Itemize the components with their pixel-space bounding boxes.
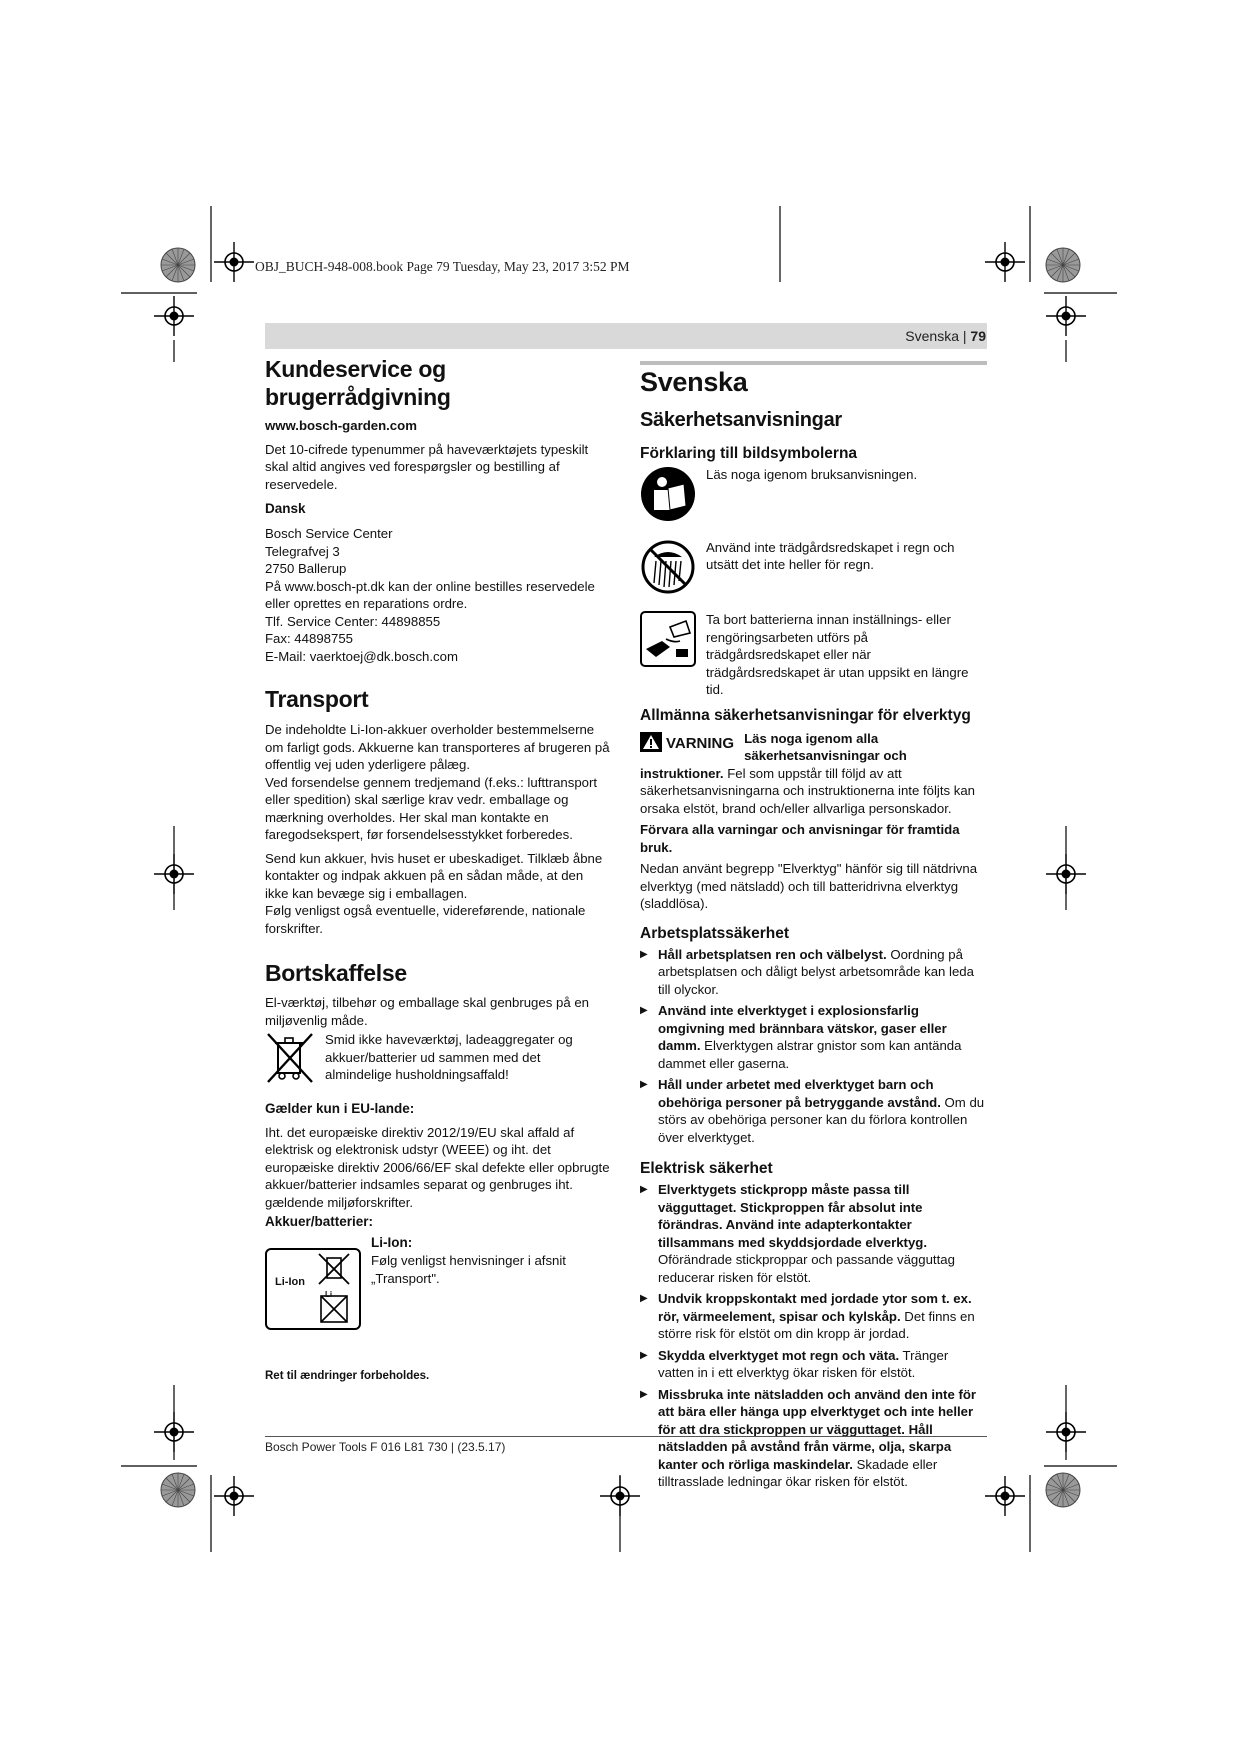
electrical-heading: Elektrisk säkerhet [640,1160,773,1177]
item-text: Det finns en större risk för elstöt om din kropp är jordad. [658,1308,975,1341]
item-bold: Håll arbetsplatsen ren och välbelyst. [658,946,887,962]
term-definition: Nedan använt begrepp "Elverktyg" hänför sig till nätdrivna elverktyg (med nätsladd) och till batteridrivna elverktyg (sladdlösa). [640,861,978,911]
symbol-row-rain [640,539,985,600]
list-item [640,1347,985,1382]
warning-block [640,730,985,818]
contact-line: Tlf. Service Center: 44898855 [265,613,441,629]
symbol-row-manual [640,466,985,527]
item-bold: Håll under arbetet med elverktyget barn och obehöriga personer på betryggande avstånd. [658,1077,941,1110]
symbol-text: Läs noga igenom bruksanvisningen. [706,467,918,482]
li-ion-recycling-icon [265,1248,361,1330]
bin-text: Smid ikke haveværktøj, ladeaggregater og akkuer/batterier ud sammen med det almindelige husholdningsaffald! [325,1032,573,1082]
item-bold: Missbruka inte nätsladden och använd den inte för att bära eller hänga upp elverktyget och inte heller för att dra stickproppen ur vägguttaget. Håll nätsladden på avstånd från värme, olja, skarpa kanter och rörliga maskindelar. [658,1386,977,1472]
list-item [640,1181,985,1286]
lang-heading-dansk: Dansk [265,501,306,516]
address-line: Telegrafvej 3 [265,543,340,559]
warning-triangle-icon [640,732,662,757]
item-text: Tränger vatten in i ett elverktyg ökar risken för elstöt. [658,1347,949,1380]
keep-instructions: Förvara alla varningar och anvisningar för framtida bruk. [640,822,960,855]
symbol-text: Använd inte trädgårdsredskapet i regn och utsätt det inte heller för regn. [706,539,955,572]
contact-line: Fax: 44898755 [265,631,353,646]
symbols-heading: Förklaring till bildsymbolerna [640,445,858,462]
liion-text: Følg venligst henvisninger i afsnit „Transport". [371,1253,566,1286]
page-header-bar [265,323,987,349]
transport-heading: Transport [265,686,369,712]
item-bold: Elverktygets stickpropp måste passa till vägguttaget. Stickproppen får absolut inte förändras. Använd inte adapterkontakter tillsammans med skyddsjordade elverktyg. [658,1182,927,1250]
bullet-triangle-icon: ▶ [640,948,648,960]
item-text: Elverktygen alstrar gnistor som kan antända dammet eller gaserna. [658,1038,962,1071]
bortskaffelse-heading: Bortskaffelse [265,960,407,986]
item-bold: Skydda elverktyget mot regn och väta. [658,1347,900,1363]
page-header-section: Svenska [905,328,959,344]
rights-notice: Ret til ændringer forbeholdes. [265,1370,430,1382]
list-item [640,1386,985,1491]
item-text: Oförändrade stickproppar och passande vägguttag reducerar risken för elstöt. [658,1252,955,1285]
warning-word: VARNING [666,735,735,752]
item-bold: Undvik kroppskontakt med jordade ytor som t. ex. rör, värmeelement, spisar och kylskåp. [658,1291,972,1324]
list-item [640,946,985,999]
item-text: Skadade eller tilltrasslade ledningar ökar risken för elstöt. [658,1456,938,1489]
bullet-triangle-icon: ▶ [640,1079,648,1090]
eu-heading: Gælder kun i EU-lande: [265,1100,415,1116]
bin-symbol-row [265,1031,610,1090]
transport-paragraph: De indeholdte Li-Ion-akkuer overholder bestemmelserne om farligt gods. Akkuerne kan transporteres af brugeren på offentlig vej uden yderligere pålæg. [265,722,610,772]
disposal-paragraph: El-værktøj, tilbehør og emballage skal genbruges på en miljøvenlig måde. [265,995,589,1028]
page-header [905,328,986,344]
page-header-separator: | [962,328,967,344]
liion-text-block [371,1234,610,1287]
bullet-triangle-icon: ▶ [640,1349,648,1361]
kundeservice-heading: Kundeservice og brugerrådgivning [265,356,451,410]
footer-rule [265,1436,987,1437]
address-line: 2750 Ballerup [265,561,347,576]
online-order-text: På www.bosch-pt.dk kan der online bestilles reservedele eller oprettes en reparations ordre. [265,578,595,611]
symbol-row-battery [640,611,985,699]
warning-label [640,732,734,757]
eu-text: Iht. det europæiske direktiv 2012/19/EU skal affald af elektrisk og elektronisk udstyr (WEEE) og iht. det europæiske direktiv 2006/66/EF skal defekte eller opbrugte akkuer/batterier indsamles separat og genbruges iht. gældende miljøforskrifter. [265,1124,610,1210]
bullet-triangle-icon: ▶ [640,1388,648,1400]
list-item [640,1290,985,1343]
contact-line: E-Mail: vaerktoej@dk.bosch.com [265,648,458,664]
safety-heading: Säkerhetsanvisningar [640,409,842,431]
right-column [640,365,985,1491]
page-number: 79 [970,328,986,344]
warning-bold: Läs noga igenom alla säkerhetsanvisningar och instruktioner. [640,730,907,781]
liion-symbol-row [265,1234,610,1330]
bullet-triangle-icon: ▶ [640,1184,648,1195]
transport-paragraph: Send kun akkuer, hvis huset er ubeskadiget. Tilklæb åbne kontakter og indpak akkuen på en sådan måde, at den ikke kan bevæge sig i emballagen. [265,850,603,901]
address-line: Bosch Service Center [265,526,393,541]
crossed-bin-icon [265,1031,315,1090]
item-text: Oordning på arbetsplatsen och dåligt belyst arbetsområde kan leda till olyckor. [658,946,974,997]
no-rain-icon [640,539,696,600]
warning-text: Fel som uppstår till följd av att säkerhetsanvisningarna och instruktionerna inte följts kan orsaka elstöt, brand och/eller allvarliga personskador. [640,765,976,816]
bullet-triangle-icon: ▶ [640,1293,648,1304]
list-item [640,1002,985,1072]
bullet-triangle-icon: ▶ [640,1005,648,1016]
left-column [265,355,610,1386]
footer: Bosch Power Tools F 016 L81 730 | (23.5.17) [265,1440,506,1454]
transport-paragraph: Ved forsendelse gennem tredjemand (f.eks.: lufttransport eller spedition) skal særlige krav vedr. emballage og mærkning overholdes. Her skal man kontakte en faregodsekspert, før forsendelsesstykket forberedes. [265,774,598,842]
akku-heading: Akkuer/batterier: [265,1214,374,1229]
general-safety-heading: Allmänna säkerhetsanvisningar för elverktyg [640,706,971,724]
address-block [265,525,610,665]
item-bold: Använd inte elverktyget i explosionsfarlig omgivning med brännbara vätskor, gaser eller damm. [658,1003,947,1053]
language-heading: Svenska [640,367,748,397]
transport-paragraph: Følg venligst også eventuelle, videreførende, nationale forskrifter. [265,903,586,936]
li-ion-label: Li-Ion [275,1276,305,1288]
li-small-label: Li [325,1290,333,1299]
liion-heading: Li-Ion: [371,1235,413,1250]
symbol-text: Ta bort batterierna innan inställnings- eller rengöringsarbeten utförs på trädgårdsredskapet eller när trädgårdsredskapet är utan uppsikt en längre tid. [706,612,969,697]
file-slug: OBJ_BUCH-948-008.book Page 79 Tuesday, May 23, 2017 3:52 PM [255,259,630,274]
service-url: www.bosch-garden.com [265,418,417,433]
read-manual-icon [640,466,696,527]
service-intro: Det 10-cifrede typenummer på haveværktøjets typeskilt skal altid angives ved forespørgsler og bestilling af reservedele. [265,441,589,492]
list-item [640,1076,985,1146]
item-text: Om du störs av obehöriga personer kan du förlora kontrollen över elverktyget. [658,1094,985,1145]
remove-battery-icon [640,611,696,672]
workplace-heading: Arbetsplatssäkerhet [640,924,790,942]
